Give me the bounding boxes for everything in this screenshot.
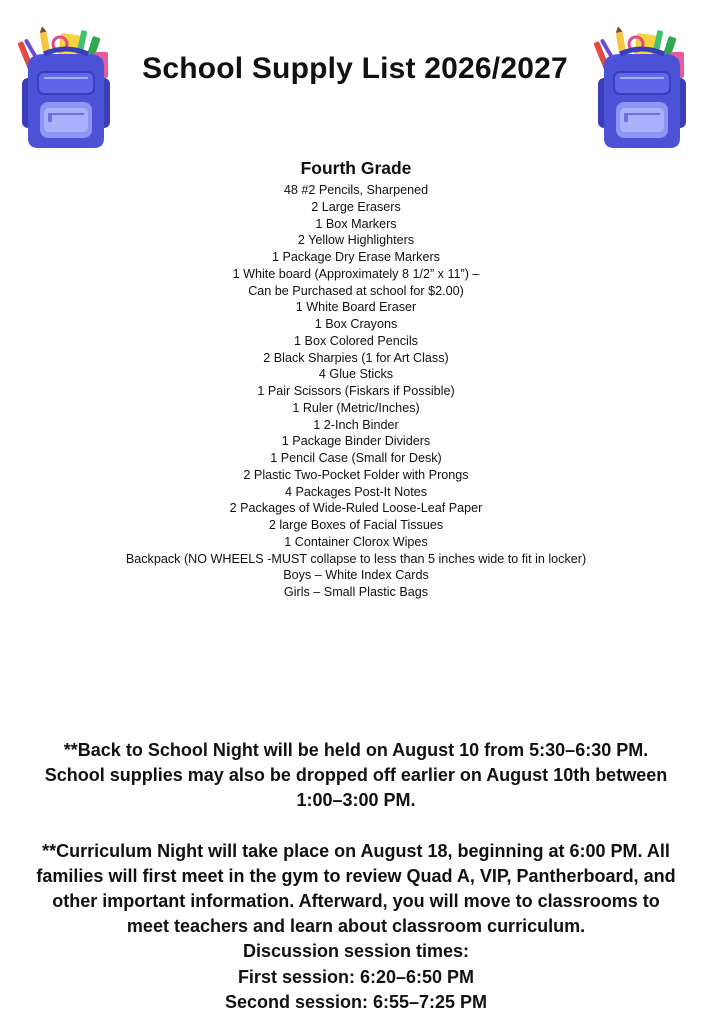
supply-item: Boys – White Index Cards bbox=[283, 568, 429, 583]
second-session: Second session: 6:55–7:25 PM bbox=[224, 991, 488, 1012]
supply-item: 1 Box Colored Pencils bbox=[294, 333, 418, 348]
supply-item: 1 Box Markers bbox=[315, 216, 397, 231]
backpack-icon bbox=[14, 26, 118, 150]
supply-item: 2 Yellow Highlighters bbox=[297, 233, 415, 248]
curriculum-line: families will first meet in the gym to review Quad A, VIP, Pantherboard, and bbox=[36, 865, 676, 886]
supply-item: 1 Box Crayons bbox=[314, 317, 398, 331]
backpack-icon bbox=[590, 26, 694, 150]
supply-item: 2 Large Erasers bbox=[311, 199, 401, 214]
event-notices bbox=[0, 738, 712, 1015]
supply-item: 1 Package Binder Dividers bbox=[281, 434, 431, 449]
first-session: First session: 6:20–6:50 PM bbox=[237, 966, 475, 987]
sessions-heading: Discussion session times: bbox=[242, 941, 470, 962]
grade-heading: Fourth Grade bbox=[300, 158, 412, 178]
supply-item: Backpack (NO WHEELS -MUST collapse to less than 5 inches wide to fit in locker) bbox=[125, 551, 587, 566]
supply-item: 2 Black Sharpies (1 for Art Class) bbox=[263, 350, 449, 365]
supply-list bbox=[0, 182, 712, 601]
supply-item: 1 Container Clorox Wipes bbox=[284, 534, 428, 549]
supply-item: 1 Package Dry Erase Markers bbox=[272, 250, 440, 264]
curriculum-line: other important information. Afterward, you will move to classrooms to bbox=[52, 891, 660, 912]
supply-item: 1 White Board Eraser bbox=[295, 300, 417, 315]
supply-item: Can be Purchased at school for $2.00) bbox=[248, 283, 464, 298]
supply-item: 2 Packages of Wide-Ruled Loose-Leaf Paper bbox=[229, 501, 483, 516]
supply-item: 1 Ruler (Metric/Inches) bbox=[292, 400, 420, 415]
supply-item: 1 2-Inch Binder bbox=[313, 417, 399, 432]
page-title: School Supply List 2026/2027 bbox=[142, 52, 568, 85]
supply-item: 1 Pencil Case (Small for Desk) bbox=[270, 451, 442, 465]
supply-item: 1 White board (Approximately 8 1/2” x 11”) – bbox=[232, 266, 480, 281]
notice-spacer bbox=[0, 814, 712, 839]
supply-item: 2 Plastic Two-Pocket Folder with Prongs bbox=[243, 467, 469, 482]
supply-item: Girls – Small Plastic Bags bbox=[283, 585, 429, 599]
supply-item: 4 Glue Sticks bbox=[318, 367, 394, 382]
supply-item: 48 #2 Pencils, Sharpened bbox=[283, 183, 429, 197]
back-to-school-line: 1:00–3:00 PM. bbox=[296, 790, 416, 811]
supply-item: 1 Pair Scissors (Fiskars if Possible) bbox=[257, 384, 455, 398]
supply-item: 4 Packages Post-It Notes bbox=[284, 484, 428, 499]
curriculum-line: **Curriculum Night will take place on August 18, beginning at 6:00 PM. All bbox=[42, 840, 670, 861]
curriculum-line: meet teachers and learn about classroom curriculum. bbox=[126, 916, 586, 937]
header bbox=[0, 0, 712, 160]
back-to-school-line: **Back to School Night will be held on August 10 from 5:30–6:30 PM. bbox=[63, 740, 649, 760]
supply-item: 2 large Boxes of Facial Tissues bbox=[268, 518, 444, 532]
back-to-school-line: School supplies may also be dropped off earlier on August 10th between bbox=[44, 765, 668, 786]
